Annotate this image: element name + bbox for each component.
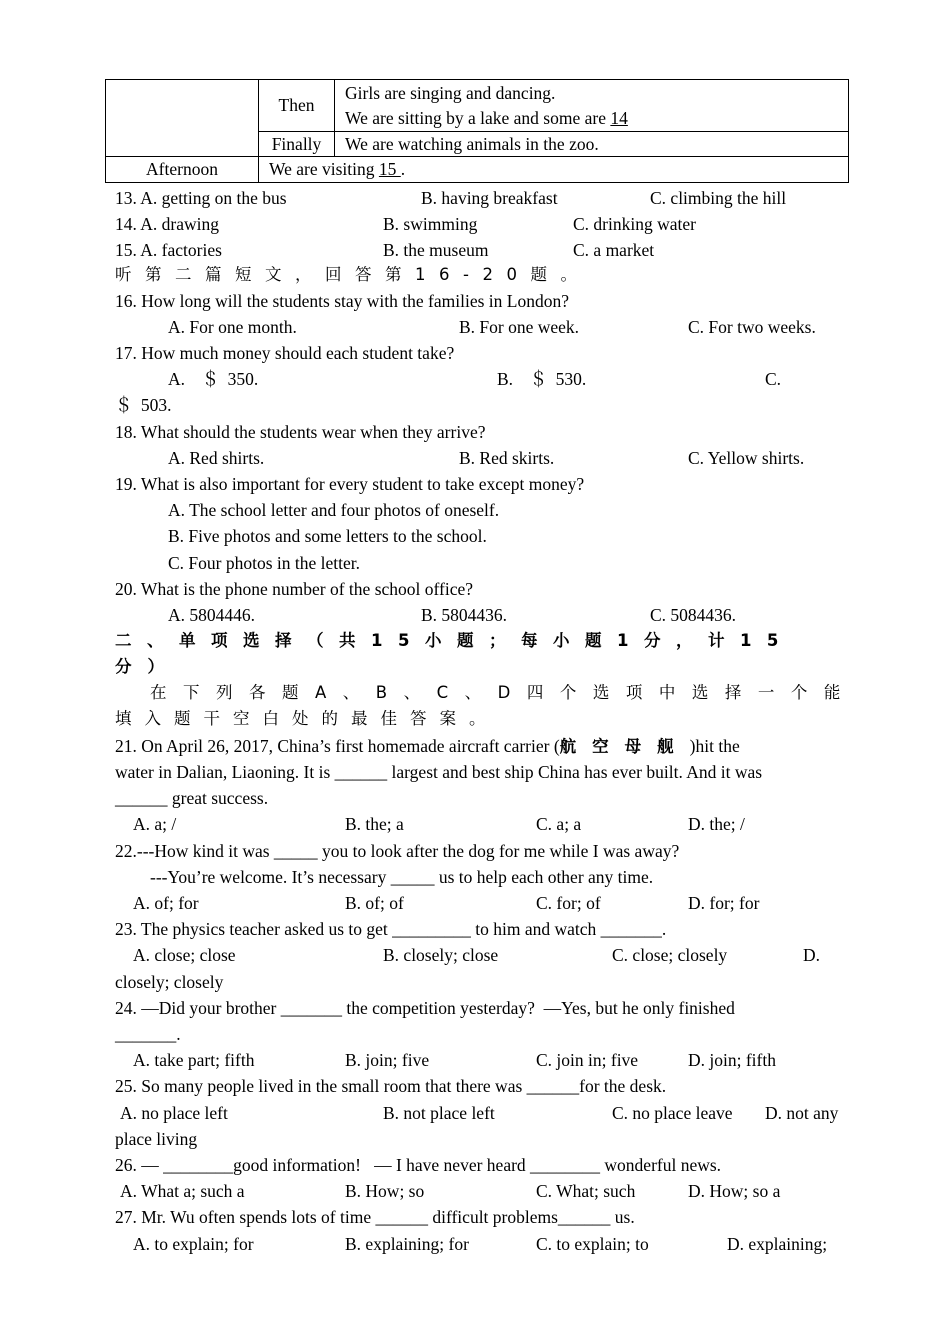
q24-option-b: B. join; five — [345, 1050, 430, 1070]
q15-option-a: 15. A. factories — [115, 240, 222, 260]
q13-option-c: C. climbing the hill — [650, 188, 787, 208]
q25-line-1: 25. So many people lived in the small room that there was ______for the desk. — [115, 1076, 667, 1096]
q13-option-a: 13. A. getting on the bus — [115, 188, 287, 208]
q23-option-b: B. closely; close — [383, 945, 499, 965]
q16-option-c: C. For two weeks. — [688, 317, 816, 337]
q16-question: 16. How long will the students stay with the families in London? — [115, 291, 569, 311]
q23-option-c: C. close; closely — [612, 945, 728, 965]
then-line-1: Girls are singing and dancing. — [345, 82, 556, 103]
q26-line-1: 26. — ________good information! — I have never heard ________ wonderful news. — [115, 1155, 722, 1175]
part-2-instructions: 在下列各题A、B、C、D四个选项中选择一个能 — [150, 683, 857, 702]
q24-line-2: _______. — [115, 1024, 181, 1044]
q25-option-b: B. not place left — [383, 1103, 495, 1123]
q19-option-b: B. Five photos and some letters to the school. — [168, 526, 487, 546]
q26-option-d: D. How; so a — [688, 1181, 781, 1201]
q18-option-c: C. Yellow shirts. — [688, 448, 805, 468]
table-cell-empty — [106, 80, 259, 157]
table-row — [106, 157, 849, 183]
schedule-table — [105, 79, 849, 183]
q19-question: 19. What is also important for every student to take except money? — [115, 474, 585, 494]
q22-line-2: ---You’re welcome. It’s necessary _____ us to help each other any time. — [150, 867, 654, 887]
q20-question: 20. What is the phone number of the school office? — [115, 579, 474, 599]
q27-line-1: 27. Mr. Wu often spends lots of time ______ difficult problems______ us. — [115, 1207, 635, 1227]
then-line-2: We are sitting by a lake and some are 14 — [345, 107, 628, 128]
q22-option-b: B. of; of — [345, 893, 404, 913]
q21-option-c: C. a; a — [536, 814, 582, 834]
q23-option-d-text: closely; closely — [115, 972, 224, 992]
table-row — [106, 80, 849, 132]
q25-option-a: A. no place left — [120, 1103, 228, 1123]
q23-line-1: 23. The physics teacher asked us to get _________ to him and watch _______. — [115, 919, 667, 939]
blank-14: 14 — [610, 107, 628, 128]
q27-option-c: C. to explain; to — [536, 1234, 649, 1254]
q18-question: 18. What should the students wear when they arrive? — [115, 422, 486, 442]
q17-question: 17. How much money should each student take? — [115, 343, 455, 363]
q21-line-2: water in Dalian, Liaoning. It is ______ largest and best ship China has ever built. And it was — [115, 762, 763, 782]
section-2-heading: 听第二篇短文，回答第16-20题。 — [115, 265, 591, 284]
q27-option-b: B. explaining; for — [345, 1234, 469, 1254]
q24-line-1: 24. —Did your brother _______ the competition yesterday? —Yes, but he only finished — [115, 998, 735, 1018]
q14-option-b: B. swimming — [383, 214, 478, 234]
blank-15: 15 — [378, 159, 401, 179]
q21-option-a: A. a; / — [133, 814, 177, 834]
q26-option-c: C. What; such — [536, 1181, 636, 1201]
q20-option-b: B. 5804436. — [421, 605, 508, 625]
q23-option-d: D. — [803, 945, 821, 965]
q23-option-a: A. close; close — [133, 945, 236, 965]
q20-option-c: C. 5084436. — [650, 605, 737, 625]
q16-option-a: A. For one month. — [168, 317, 297, 337]
q21-line-1: 21. On April 26, 2017, China’s first homemade aircraft carrier (航空母舰)hit the — [115, 736, 740, 756]
q20-option-a: A. 5804446. — [168, 605, 256, 625]
q21-option-b: B. the; a — [345, 814, 404, 834]
q19-option-a: A. The school letter and four photos of oneself. — [168, 500, 500, 520]
q15-option-b: B. the museum — [383, 240, 489, 260]
q25-option-c: C. no place leave — [612, 1103, 733, 1123]
table-cell-then-text — [335, 80, 849, 132]
table-cell-finally-text: We are watching animals in the zoo. — [335, 132, 849, 157]
q15-option-c: C. a market — [573, 240, 655, 260]
q22-option-d: D. for; for — [688, 893, 760, 913]
q14-option-c: C. drinking water — [573, 214, 696, 234]
q27-option-d: D. explaining; — [727, 1234, 828, 1254]
q18-option-b: B. Red skirts. — [459, 448, 555, 468]
table-cell-then-label: Then — [259, 80, 335, 132]
q26-option-a: A. What a; such a — [120, 1181, 245, 1201]
q22-line-1: 22.---How kind it was _____ you to look after the dog for me while I was away? — [115, 841, 680, 861]
q18-option-a: A. Red shirts. — [168, 448, 265, 468]
q21-option-d: D. the; / — [688, 814, 745, 834]
part-2-heading: 二、单项选择（共15小题；每小题1分，计15 — [115, 631, 794, 650]
part-2-instructions-cont: 填入题干空白处的最佳答案。 — [115, 709, 499, 728]
q16-option-b: B. For one week. — [459, 317, 580, 337]
q14-option-a: 14. A. drawing — [115, 214, 220, 234]
q17-option-c: C. — [765, 369, 782, 389]
q24-option-c: C. join in; five — [536, 1050, 639, 1070]
q17-option-b: B. ＄ 530. — [497, 369, 587, 389]
q19-option-c: C. Four photos in the letter. — [168, 553, 361, 573]
q24-option-d: D. join; fifth — [688, 1050, 776, 1070]
table-cell-finally-label: Finally — [259, 132, 335, 157]
part-2-heading-cont: 分） — [115, 657, 180, 676]
q17-option-c-value: ＄ 503. — [115, 395, 172, 415]
q17-option-a: A. ＄ 350. — [168, 369, 259, 389]
q25-option-d-cont: place living — [115, 1129, 198, 1149]
q21-line-3: ______ great success. — [115, 788, 269, 808]
table-cell-afternoon-label: Afternoon — [106, 157, 259, 183]
q22-option-c: C. for; of — [536, 893, 601, 913]
q22-option-a: A. of; for — [133, 893, 199, 913]
q26-option-b: B. How; so — [345, 1181, 425, 1201]
q27-option-a: A. to explain; for — [133, 1234, 254, 1254]
table-cell-afternoon-text: We are visiting 15 . — [259, 157, 849, 183]
q25-option-d: D. not any — [765, 1103, 839, 1123]
q24-option-a: A. take part; fifth — [133, 1050, 255, 1070]
q13-option-b: B. having breakfast — [421, 188, 558, 208]
